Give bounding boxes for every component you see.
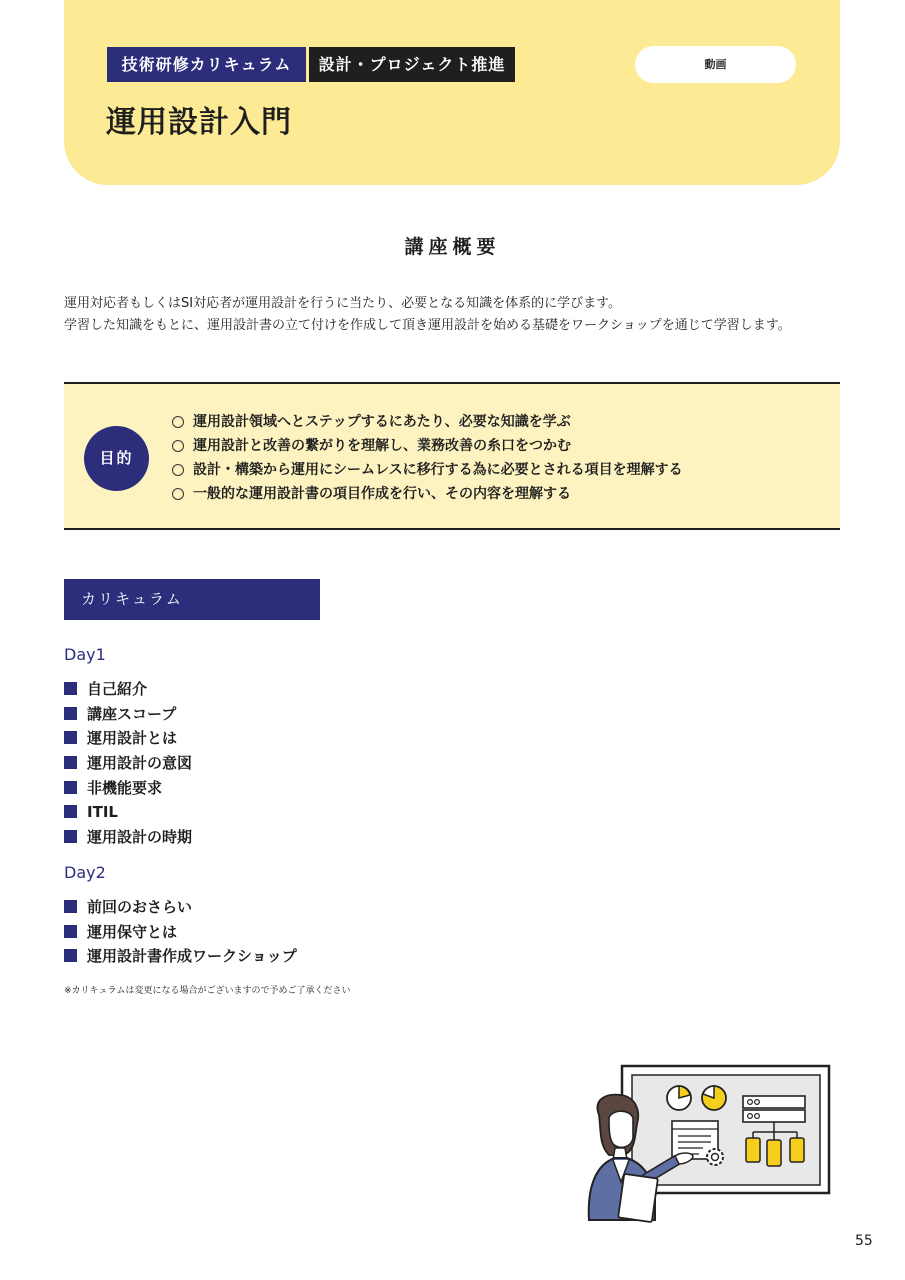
square-bullet-icon [64,756,77,769]
circle-bullet-icon [172,488,184,500]
circle-bullet-icon [172,416,184,428]
square-bullet-icon [64,830,77,843]
pie-chart-icon [667,1086,691,1110]
purpose-list [172,410,683,506]
curriculum-note: ※カリキュラムは変更になる場合がございますので予めご了承ください [64,986,351,996]
purpose-label: 目的 [84,426,149,491]
day-label: Day2 [64,863,106,882]
list-item: 非機能要求 [64,775,192,800]
subcategory-tag: 設計・プロジェクト推進 [309,47,515,82]
day2-list [64,894,297,968]
purpose-item: 運用設計と改善の繋がりを理解し、業務改善の糸口をつかむ [172,434,683,458]
list-item: 講座スコープ [64,701,192,726]
purpose-panel [64,382,840,530]
header-banner [64,0,840,185]
square-bullet-icon [64,900,77,913]
overview-text [64,293,844,337]
list-item: ITIL [64,799,192,824]
purpose-item: 設計・構築から運用にシームレスに移行する為に必要とされる項目を理解する [172,458,683,482]
list-item: 運用設計とは [64,725,192,750]
square-bullet-icon [64,925,77,938]
list-item: 運用設計書作成ワークショップ [64,943,297,968]
square-bullet-icon [64,949,77,962]
presenter-illustration [575,1060,835,1230]
page-number: 55 [855,1233,873,1249]
circle-bullet-icon [172,464,184,476]
square-bullet-icon [64,682,77,695]
overview-line: 学習した知識をもとに、運用設計書の立て付けを作成して頂き運用設計を始める基礎をワークショップを通じて学習します。 [64,318,791,333]
circle-bullet-icon [172,440,184,452]
overview-heading: 講座概要 [404,236,501,258]
list-item: 運用設計の時期 [64,824,192,849]
list-item: 前回のおさらい [64,894,297,919]
day1-list [64,676,192,849]
square-bullet-icon [64,805,77,818]
day-label: Day1 [64,645,106,664]
list-item: 自己紹介 [64,676,192,701]
page-title: 運用設計入門 [106,105,292,140]
purpose-item: 運用設計領域へとステップするにあたり、必要な知識を学ぶ [172,410,683,434]
pie-chart-icon [702,1086,726,1110]
format-badge: 動画 [635,46,796,83]
curriculum-heading: カリキュラム [64,579,320,620]
square-bullet-icon [64,707,77,720]
purpose-item: 一般的な運用設計書の項目作成を行い、その内容を理解する [172,482,683,506]
overview-line: 運用対応者もしくはSI対応者が運用設計を行うに当たり、必要となる知識を体系的に学びます。 [64,296,622,311]
list-item: 運用保守とは [64,919,297,944]
category-tag: 技術研修カリキュラム [107,47,306,82]
square-bullet-icon [64,781,77,794]
square-bullet-icon [64,731,77,744]
list-item: 運用設計の意図 [64,750,192,775]
gear-icon [707,1149,723,1165]
